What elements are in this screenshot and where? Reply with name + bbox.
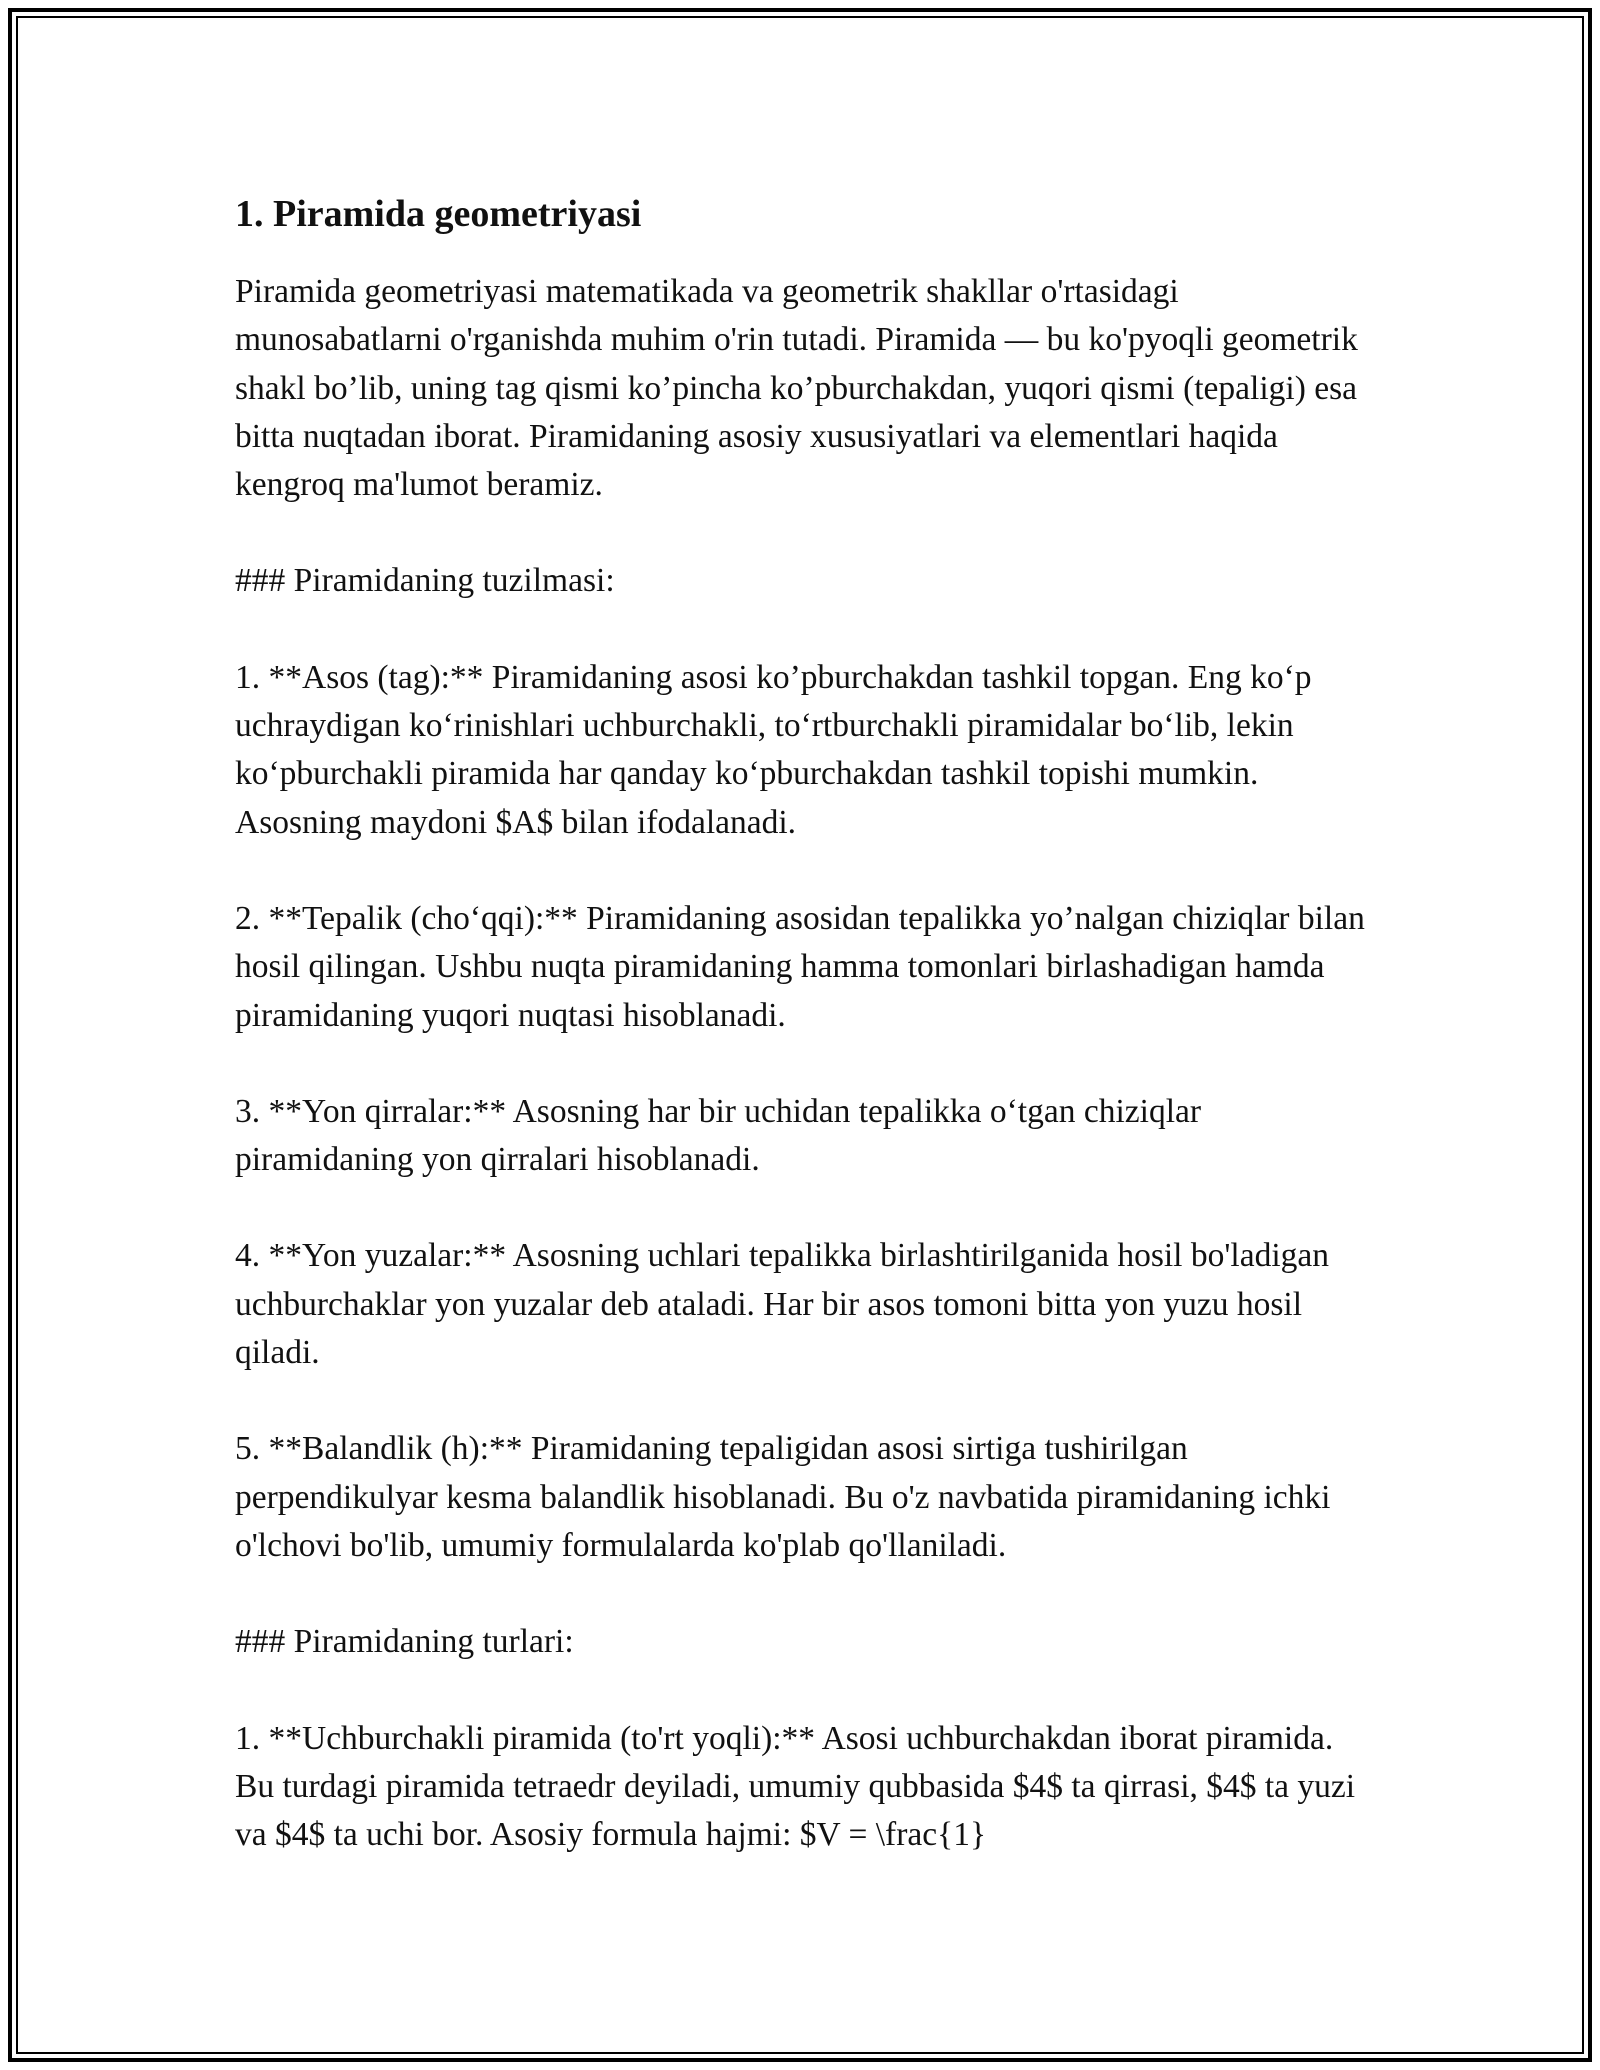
list-item-triangular-pyramid: 1. **Uchburchakli piramida (to'rt yoqli):** Asosi uchburchakdan iborat piramida. Bu turdagi piramida tetraedr deyiladi, umumiy qubbasida $4$ ta qirrasi, $4$ ta yuzi va $4$ ta uchi bor. Asosiy formula hajmi: $V = \frac{1} xyxy=(235,1719,1356,1854)
section-heading-structure: ### Piramidaning tuzilmasi: xyxy=(235,562,615,600)
list-item-base: 1. **Asos (tag):** Piramidaning asosi ko’pburchakdan tashkil topgan. Eng ko‘p uchraydigan ko‘rinishlari uchburchakli, to‘rtburchakli piramidalar bo‘lib, lekin ko‘pburchakli piramida har qanday ko‘pburchakdan tashkil topishi mumkin. Asosning maydoni $A$ bilan ifodalanadi. xyxy=(235,658,1312,841)
list-item-apex: 2. **Tepalik (cho‘qqi):** Piramidaning asosidan tepalikka yo’nalgan chiziqlar bilan hosil qilingan. Ushbu nuqta piramidaning hamma tomonlari birlashadigan hamda piramidaning yuqori nuqtasi hisoblanadi. xyxy=(235,899,1365,1034)
document-title: 1. Piramida geometriyasi xyxy=(235,193,642,235)
list-item-lateral-faces: 4. **Yon yuzalar:** Asosning uchlari tepalikka birlashtirilganida hosil bo'ladigan uchburchaklar yon yuzalar deb ataladi. Har bir asos tomoni bitta yon yuzu hosil qiladi. xyxy=(235,1237,1330,1372)
section-heading-types: ### Piramidaning turlari: xyxy=(235,1623,574,1661)
list-item-height: 5. **Balandlik (h):** Piramidaning tepaligidan asosi sirtiga tushirilgan perpendikulyar kesma balandlik hisoblanadi. Bu o'z navbatida piramidaning ichki o'lchovi bo'lib, umumiy formulalarda ko'plab qo'llaniladi. xyxy=(235,1430,1331,1564)
intro-paragraph: Piramida geometriyasi matematikada va geometrik shakllar o'rtasidagi munosabatlarni o'rganishda muhim o'rin tutadi. Piramida — bu ko'pyoqli geometrik shakl bo’lib, uning tag qismi ko’pincha ko’pburchakdan, yuqori qismi (tepaligi) esa bitta nuqtadan iborat. Piramidaning asosiy xususiyatlari va elementlari haqida kengroq ma'lumot beramiz. xyxy=(235,273,1358,504)
list-item-lateral-edges: 3. **Yon qirralar:** Asosning har bir uchidan tepalikka o‘tgan chiziqlar piramidaning yon qirralari hisoblanadi. xyxy=(235,1092,1202,1179)
document-body xyxy=(235,186,1365,1859)
